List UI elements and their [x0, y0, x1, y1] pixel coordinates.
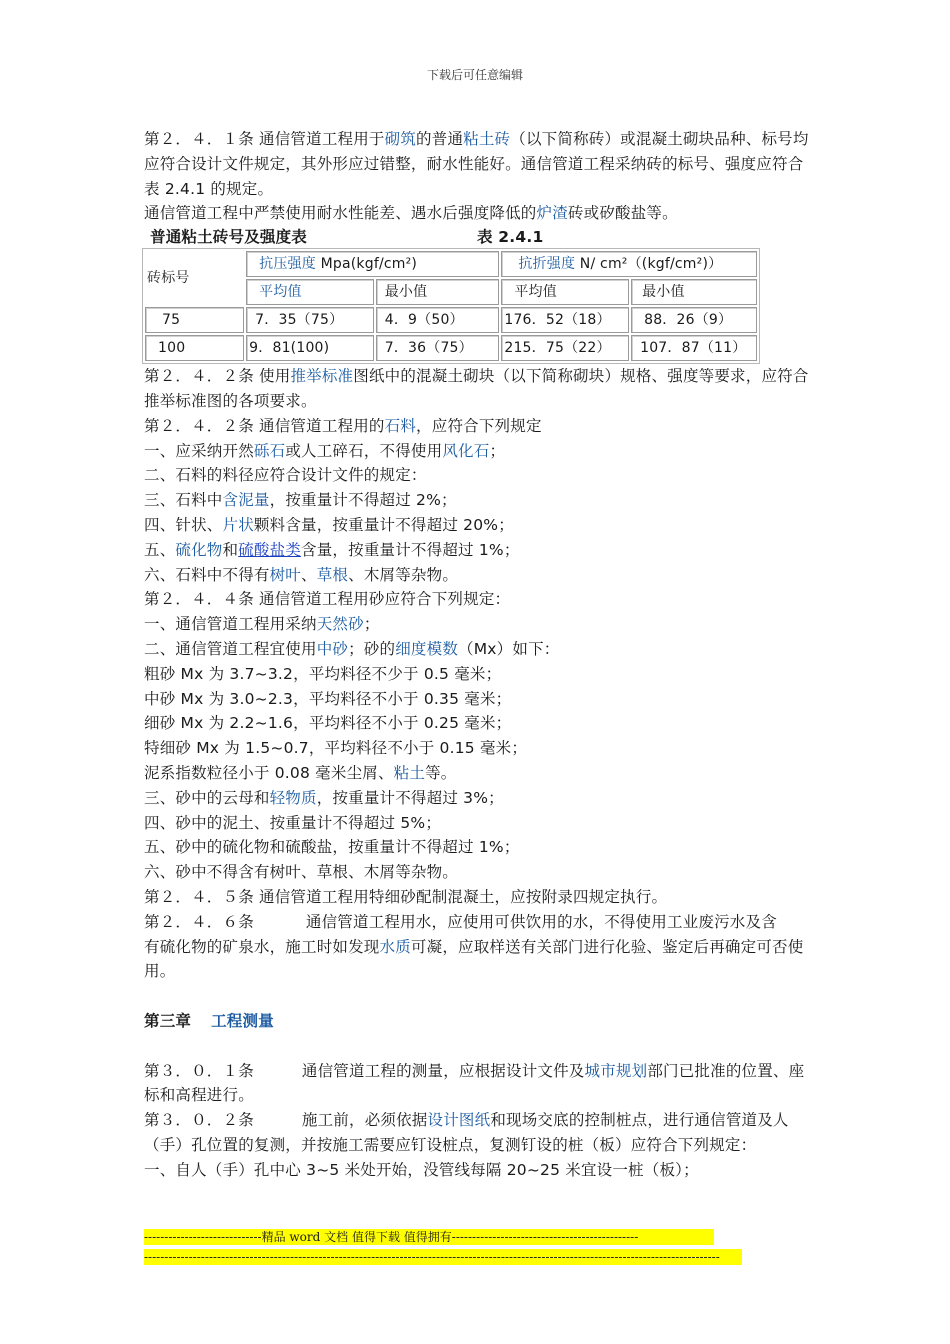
cell-flex-min: 88．26（9） [631, 307, 757, 333]
list-item [144, 563, 819, 588]
page-header: 下载后可任意编辑 [426, 68, 523, 82]
link-liusuanyanlei[interactable]: 硫酸盐类 [238, 540, 302, 559]
header-brick-grade: 砖标号 [147, 270, 190, 287]
link-niantu[interactable]: 粘土 [393, 763, 426, 782]
text: （Mx）如下： [458, 639, 560, 658]
brick-strength-table [142, 248, 760, 364]
cell-flex-avg: 215．75（22） [501, 335, 629, 361]
link-shuye[interactable]: 树叶 [269, 565, 302, 584]
link-xidumoshu[interactable]: 细度模数 [395, 639, 459, 658]
text: ； [489, 441, 506, 460]
paragraph-ban [144, 201, 819, 226]
text: 通信管道工程用水，应使用可供饮用的水，不得使用工业废污水及含 [305, 912, 777, 931]
link-luzha[interactable]: 炉渣 [536, 204, 568, 223]
table-title: 普通粘土砖号及强度表 [150, 228, 308, 247]
link-hanniliang[interactable]: 含泥量 [222, 491, 270, 510]
text: （以下简称砖）或混凝土砌块品种、标号均应符合设计文件规定，其外形应过错整，耐水性能好。通信管道工程采纳砖的标号、强度应符合表 2.4.1 的规定。 [144, 130, 809, 198]
table-number: 表 2.4.1 [477, 228, 544, 247]
table-caption [144, 226, 819, 248]
list-item: 粗砂 Mx 为 3.7~3.2，平均料径不少于 0.5 毫米； [144, 664, 502, 683]
link-caogen[interactable]: 草根 [316, 565, 349, 584]
link-qingwuzhi[interactable]: 轻物质 [269, 788, 317, 807]
text: 通信管道工程的测量，应根据设计文件及 [301, 1061, 585, 1080]
cell-grade: 100 [145, 335, 244, 361]
flex-unit: N/ cm²（(kgf/cm²)） [575, 256, 723, 273]
footer-banner [144, 1229, 744, 1265]
text: ；砂的 [348, 639, 396, 658]
paragraph-2-4-4: 第２．４．４条 通信管道工程用砂应符合下列规定： [144, 590, 511, 609]
list-item: 二、石料的料径应符合设计文件的规定： [144, 466, 427, 485]
list-item: 四、砂中的泥土、按重量计不得超过 5%； [144, 813, 442, 832]
list-item [144, 786, 819, 811]
text: 三、石料中 [144, 491, 223, 510]
link-shuizhi[interactable]: 水质 [379, 937, 411, 956]
link-tuiju[interactable]: 推举标准 [290, 367, 354, 386]
footer-line-2: ---------------------------------------------------------------------------------------------------------------------------------------------- [144, 1249, 742, 1265]
table-row [145, 307, 757, 333]
list-item [144, 439, 819, 464]
compress-unit: Mpa(kgf/cm²) [315, 256, 418, 273]
link-avg[interactable]: 平均值 [259, 284, 302, 301]
link-lishi[interactable]: 砾石 [253, 441, 286, 460]
list-item [144, 513, 819, 538]
link-shiliao[interactable]: 石料 [384, 416, 417, 435]
link-liuhuawu[interactable]: 硫化物 [175, 540, 223, 559]
list-item: 五、砂中的硫化物和硫酸盐，按重量计不得超过 1%； [144, 838, 520, 857]
text: 第２．４．６条 [144, 912, 254, 931]
link-pianzhuang[interactable]: 片状 [222, 515, 254, 534]
list-item [144, 612, 819, 637]
header-flex [501, 251, 757, 277]
cell-flex-avg: 176．52（18） [501, 307, 629, 333]
list-item [144, 488, 819, 513]
list-item: 六、砂中不得含有树叶、草根、木屑等杂物。 [144, 863, 459, 882]
paragraph-3-0-1 [144, 1059, 819, 1109]
text: 第３．０．１条 [144, 1061, 254, 1080]
text: 六、石料中不得有 [144, 565, 270, 584]
text: 第２．４．２条 通信管道工程用的 [144, 416, 385, 435]
text: 泥系指数粒径小于 0.08 毫米尘屑、 [144, 763, 394, 782]
list-item: 特细砂 Mx 为 1.5~0.7，平均料径不小于 0.15 毫米； [144, 739, 528, 758]
text: 或人工碎石，不得使用 [285, 441, 443, 460]
text: 图纸中的混凝土砌块（以下简称砌块）规格、强度等要求，应符合推举标准图的各项要求。 [144, 367, 809, 410]
link-niantuzhuan[interactable]: 粘土砖 [463, 130, 511, 148]
list-item [144, 538, 819, 563]
text: 的普通 [416, 130, 464, 148]
cell-compress-min: 7．36（75） [376, 335, 500, 361]
chapter-number: 第三章 [144, 1011, 192, 1030]
text: 一、通信管道工程用采纳 [144, 615, 317, 634]
text: ，按重量计不得超过 2%； [269, 491, 457, 510]
link-tianransha[interactable]: 天然砂 [316, 615, 364, 634]
text: 四、针状、 [144, 515, 223, 534]
header-min: 最小值 [631, 279, 757, 305]
header-compress [246, 251, 499, 277]
document-body [144, 127, 819, 1182]
text: 五、 [144, 540, 176, 559]
text: 颗料含量，按重量计不得超过 20%； [253, 515, 514, 534]
text: 第３．０．２条 [144, 1111, 254, 1130]
text: 和现场交底的控制桩点，进行通信管道及人（手）孔位置的复测，并按施工需要应钉设桩点，复测钉设的桩（板）应符合下列规定： [144, 1111, 789, 1154]
cell-compress-avg: 9．81(100) [246, 335, 374, 361]
text: 、 [301, 565, 317, 584]
cell-compress-min: 4．9（50） [376, 307, 500, 333]
text: 通信管道工程中严禁使用耐水性能差、遇水后强度降低的 [144, 204, 537, 223]
link-kangya[interactable]: 抗压强度 [259, 256, 316, 273]
link-fenghuashi[interactable]: 风化石 [442, 441, 490, 460]
text: 部门已批准的位置、座标和高程进行。 [144, 1061, 805, 1105]
table-row [145, 335, 757, 361]
link-chengshiguihua[interactable]: 城市规划 [584, 1061, 648, 1080]
paragraph-2-4-1 [144, 127, 819, 201]
cell-grade: 75 [145, 307, 244, 333]
text: 三、砂中的云母和 [144, 788, 270, 807]
text: ； [363, 615, 380, 634]
header-avg [246, 279, 374, 305]
text: 可凝，应取样送有关部门进行化验、鉴定后再确定可否使用。 [144, 937, 804, 981]
text: 和 [222, 540, 239, 559]
table-header-row [145, 251, 757, 277]
link-zhongsha[interactable]: 中砂 [316, 639, 349, 658]
text: ，按重量计不得超过 3%； [316, 788, 504, 807]
text: 含量，按重量计不得超过 1%； [301, 540, 520, 559]
link-shejitizhi[interactable]: 设计图纸 [427, 1111, 491, 1130]
paragraph-2-4-2b [144, 414, 819, 439]
text: 等。 [425, 763, 457, 782]
text: ，应符合下列规定 [416, 416, 542, 435]
link-chapter-title[interactable]: 工程测量 [211, 1011, 274, 1030]
text: 第２．４．１条 通信管道工程用于 [144, 130, 385, 148]
list-item: 一、自人（手）孔中心 3~5 米处开始，没管线每隔 20~25 米宜设一桩（板）； [144, 1160, 699, 1179]
list-item [144, 761, 819, 786]
paragraph-3-0-2 [144, 1108, 819, 1158]
list-item: 细砂 Mx 为 2.2~1.6，平均料径不小于 0.25 毫米； [144, 714, 512, 733]
text: 砖或矽酸盐等。 [567, 204, 678, 223]
header-min: 最小值 [376, 279, 500, 305]
text: 施工前，必须依据 [301, 1111, 428, 1130]
link-kangzhe[interactable]: 抗折强度 [518, 256, 576, 273]
chapter-heading [144, 1009, 819, 1034]
header-avg: 平均值 [501, 279, 629, 305]
link-qizhu[interactable]: 砌筑 [384, 130, 417, 148]
footer-line-1: -----------------------------精品 word 文档 值得下载 值得拥有---------------------------------------------- [144, 1229, 714, 1245]
list-item [144, 637, 819, 662]
paragraph-2-4-6 [144, 910, 819, 935]
text: 二、通信管道工程宜使用 [144, 639, 317, 658]
text: 一、应采纳开然 [144, 441, 254, 460]
paragraph-2-4-2a [144, 364, 819, 414]
list-item: 中砂 Mx 为 3.0~2.3，平均料径不小于 0.35 毫米； [144, 689, 512, 708]
cell-flex-min: 107．87（11） [631, 335, 757, 361]
text: 第２．４．２条 使用 [144, 367, 291, 386]
cell-compress-avg: 7．35（75） [246, 307, 374, 333]
text: 、木屑等杂物。 [348, 565, 459, 584]
text: 有硫化物的矿泉水，施工时如发现 [144, 937, 380, 956]
paragraph-2-4-5: 第２．４．５条 通信管道工程用特细砂配制混凝土，应按附录四规定执行。 [144, 887, 668, 906]
paragraph-continued [144, 935, 819, 985]
